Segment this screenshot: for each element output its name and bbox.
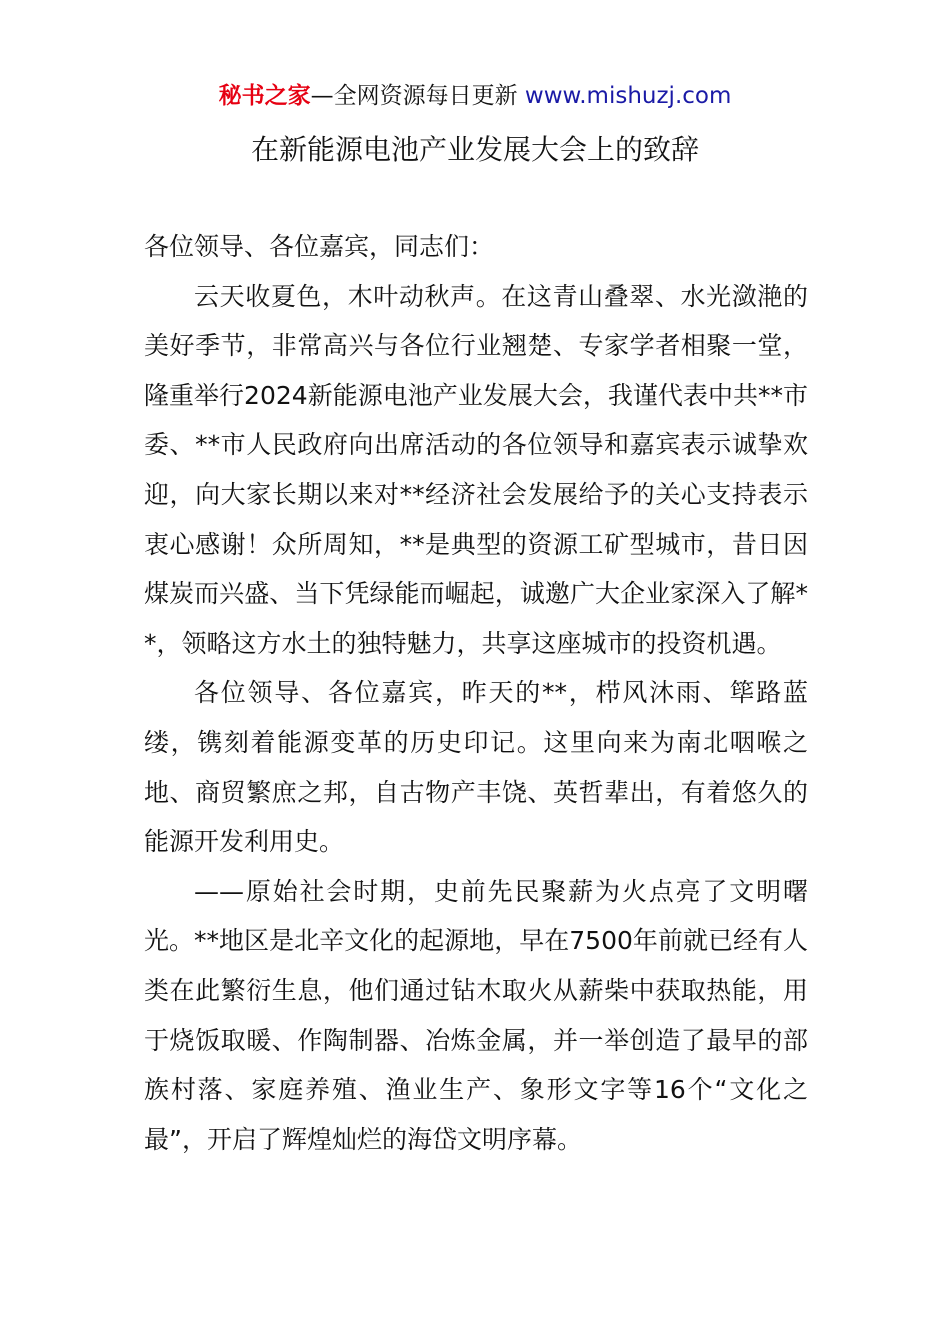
brand-name: 秘书之家 (218, 83, 311, 109)
header-tagline: —全网资源每日更新 (310, 83, 525, 109)
paragraph-opening: 云天收夏色，木叶动秋声。在这青山叠翠、水光潋滟的美好季节，非常高兴与各位行业翘楚、专家学者相聚一堂，隆重举行2024新能源电池产业发展大会，我谨代表中共**市委、**市人民政府向出席活动的各位领导和嘉宾表示诚挚欢迎，向大家长期以来对**经济社会发展给予的关心支持表示衷心感谢！众所周知，**是典型的资源工矿型城市，昔日因煤炭而兴盛、当下凭绿能而崛起，诚邀广大企业家深入了解**，领略这方水土的独特魅力，共享这座城市的投资机遇。 (144, 281, 808, 658)
document-title: 在新能源电池产业发展大会上的致辞 (250, 133, 699, 166)
site-url-link[interactable]: www.mishuzj.com (524, 83, 732, 109)
site-header (0, 80, 950, 112)
paragraph-history: 各位领导、各位嘉宾，昨天的**，栉风沐雨、筚路蓝缕，镌刻着能源变革的历史印记。这里向来为南北咽喉之地、商贸繁庶之邦，自古物产丰饶、英哲辈出，有着悠久的能源开发利用史。 (144, 678, 808, 857)
paragraph-primitive-era: ——原始社会时期，史前先民聚薪为火点亮了文明曙光。**地区是北辛文化的起源地，早在7500年前就已经有人类在此繁衍生息，他们通过钻木取火从薪柴中获取热能，用于烧饭取暖、作陶制器、冶炼金属，并一举创造了最早的部族村落、家庭养殖、渔业生产、象形文字等16个“文化之最”，开启了辉煌灿烂的海岱文明序幕。 (144, 876, 808, 1154)
salutation: 各位领导、各位嘉宾，同志们： (144, 232, 495, 261)
document-body (144, 222, 808, 1164)
